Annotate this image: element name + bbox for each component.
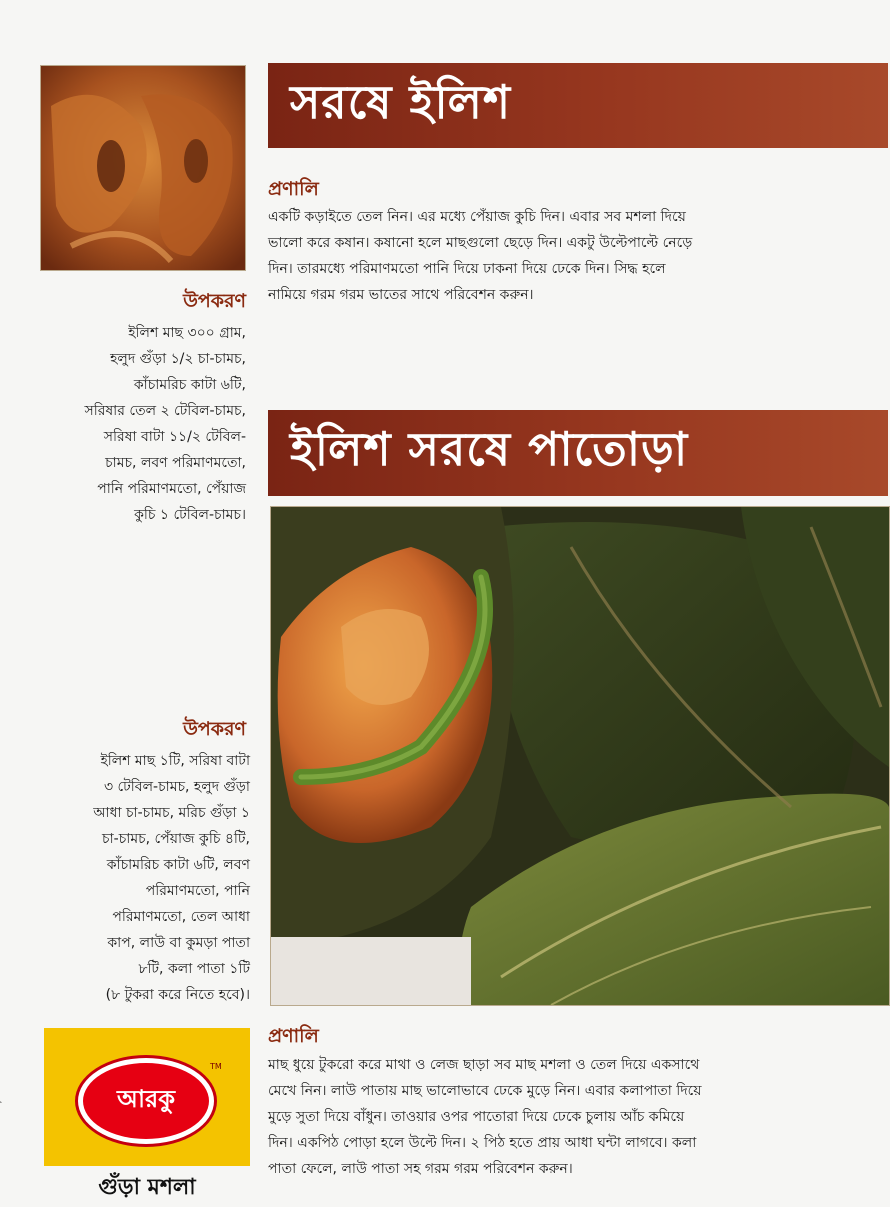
recipe2-ingredient-line: ইলিশ মাছ ১টি, সরিষা বাটা	[100, 753, 250, 769]
recipe1-method-line: দিন। তারমধ্যে পরিমাণমতো পানি দিয়ে ঢাকনা দিয়ে ঢেকে দিন। সিদ্ধ হলে	[268, 261, 666, 277]
brand-logo-box	[44, 1028, 250, 1166]
brand-logo: আরকু	[78, 1058, 214, 1144]
recipe1-ingredient-line: সরিষা বাটা ১১/২ টেবিল-	[103, 429, 246, 445]
recipe1-title-banner	[268, 63, 888, 148]
recipe1-ingredient-line: হলুদ গুঁড়া ১/২ চা-চামচ,	[110, 351, 246, 367]
recipe2-ingredient-line: (৮ টুকরা করে নিতে হবে)।	[105, 987, 250, 1003]
recipe2-method-heading: প্রণালি	[268, 1025, 319, 1047]
recipe2-ingredient-line: পরিমাণমতো, পানি	[145, 883, 250, 899]
recipe1-ingredients-heading: উপকরণ	[183, 290, 246, 312]
recipe1-method-text	[268, 204, 828, 308]
recipe1-ingredient-line: পানি পরিমাণমতো, পেঁয়াজ	[97, 481, 246, 497]
recipe1-ingredient-line: চামচ, লবণ পরিমাণমতো,	[105, 455, 246, 471]
recipe2-ingredient-line: কাঁচামরিচ কাটা ৬টি, লবণ	[106, 857, 250, 873]
recipe1-ingredients-text	[10, 320, 246, 528]
recipe2-method-line: দিন। একপিঠ পোড়া হলে উল্টে দিন। ২ পিঠ হতে প্রায় আধা ঘন্টা লাগবে। কলা	[268, 1135, 697, 1151]
recipe1-ingredient-line: সরিষার তেল ২ টেবিল-চামচ,	[84, 403, 246, 419]
recipe1-ingredient-line: কাঁচামরিচ কাটা ৬টি,	[133, 377, 246, 393]
recipe2-title-banner	[268, 410, 888, 496]
recipe1-method-line: ভালো করে কষান। কষানো হলে মাছগুলো ছেড়ে দিন। একটু উল্টেপাল্টে নেড়ে	[268, 235, 693, 251]
recipe1-method-line: একটি কড়াইতে তেল নিন। এর মধ্যে পেঁয়াজ কুচি দিন। এবার সব মশলা দিয়ে	[268, 209, 686, 225]
brand-caption: গুঁড়া মশলা	[98, 1174, 196, 1200]
recipe2-title: ইলিশ সরষে পাতোড়া	[290, 422, 689, 476]
recipe1-ingredient-line: কুচি ১ টেবিল-চামচ।	[134, 507, 246, 523]
fried-hilsa-photo	[40, 65, 246, 271]
recipe2-method-line: মাছ ধুয়ে টুকরো করে মাথা ও লেজ ছাড়া সব মাছ মশলা ও তেল দিয়ে একসাথে	[268, 1057, 700, 1073]
recipe2-method-text	[268, 1052, 828, 1182]
leaf-wrapped-hilsa-photo	[270, 506, 890, 1006]
recipe2-ingredient-line: চা-চামচ, পেঁয়াজ কুচি ৪টি,	[102, 831, 250, 847]
recipe2-ingredients-heading: উপকরণ	[183, 718, 246, 740]
recipe2-ingredient-line: কাপ, লাউ বা কুমড়া পাতা	[107, 935, 250, 951]
page-number	[0, 1090, 2, 1137]
recipe2-ingredients-text	[10, 748, 250, 1008]
recipe1-method-heading: প্রণালি	[268, 178, 319, 200]
trademark-mark: TM	[210, 1062, 222, 1071]
recipe2-ingredient-line: আধা চা-চামচ, মরিচ গুঁড়া ১	[93, 805, 250, 821]
recipe1-ingredient-line: ইলিশ মাছ ৩০০ গ্রাম,	[128, 325, 246, 341]
recipe1-method-line: নামিয়ে গরম গরম ভাতের সাথে পরিবেশন করুন।	[268, 287, 534, 303]
recipe1-title: সরষে ইলিশ	[290, 74, 512, 129]
recipe2-ingredient-line: ৩ টেবিল-চামচ, হলুদ গুঁড়া	[103, 779, 250, 795]
recipe2-ingredient-line: পরিমাণমতো, তেল আধা	[112, 909, 250, 925]
recipe2-method-line: পাতা ফেলে, লাউ পাতা সহ গরম গরম পরিবেশন করুন।	[268, 1161, 573, 1177]
recipe2-method-line: মেখে নিন। লাউ পাতায় মাছ ভালোভাবে ঢেকে মুড়ে নিন। এবার কলাপাতা দিয়ে	[268, 1083, 702, 1099]
recipe2-method-line: মুড়ে সুতা দিয়ে বাঁধুন। তাওয়ার ওপর পাতোরা দিয়ে ঢেকে চুলায় আঁচ কমিয়ে	[268, 1109, 685, 1125]
recipe2-ingredient-line: ৮টি, কলা পাতা ১টি	[138, 961, 250, 977]
